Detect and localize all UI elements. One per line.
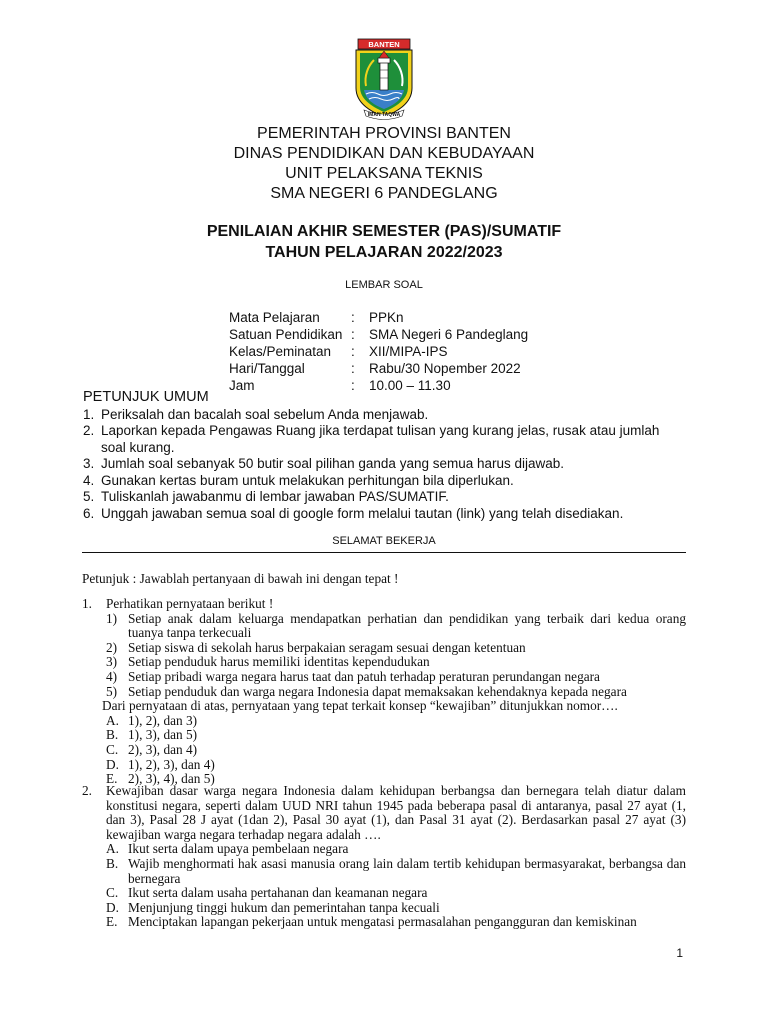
statement-number: 3) bbox=[106, 654, 118, 670]
question-number: 1. bbox=[82, 596, 92, 611]
answer-option bbox=[106, 714, 686, 729]
instruction-number: 2. bbox=[83, 423, 95, 438]
question-stem-text: Perhatikan pernyataan berikut ! bbox=[106, 596, 274, 611]
option-letter: A. bbox=[106, 712, 119, 728]
statement-text: Setiap penduduk harus memiliki identitas kependudukan bbox=[128, 654, 430, 670]
exam-year: TAHUN PELAJARAN 2022/2023 bbox=[265, 244, 503, 261]
info-colon: : bbox=[351, 378, 355, 393]
info-colon: : bbox=[351, 327, 355, 342]
option-letter: D. bbox=[106, 756, 119, 772]
statement-number: 2) bbox=[106, 639, 118, 655]
info-key: Mata Pelajaran bbox=[229, 310, 320, 325]
instruction-number: 6. bbox=[83, 505, 95, 521]
question-stem bbox=[82, 784, 686, 842]
answer-option bbox=[106, 758, 686, 773]
statement-text: Setiap pribadi warga negara harus taat dan patuh terhadap peraturan perundangan negara bbox=[128, 668, 600, 684]
statement-text: Setiap anak dalam keluarga mendapatkan perhatian dan pendidikan yang terbaik dari kedua orang tuanya tanpa terkecuali bbox=[128, 610, 686, 641]
info-row bbox=[229, 343, 528, 360]
option-letter: B. bbox=[106, 855, 119, 871]
info-value: PPKn bbox=[369, 310, 404, 325]
option-text: 1), 3), dan 5) bbox=[128, 727, 198, 743]
statement-text: Setiap penduduk dan warga negara Indonesia dapat memaksakan kehendaknya kepada negara bbox=[128, 683, 627, 699]
instruction-number: 5. bbox=[83, 489, 95, 504]
option-text: Menciptakan lapangan pekerjaan untuk mengatasi permasalahan pengangguran dan kemiskinan bbox=[128, 914, 637, 930]
option-letter: B. bbox=[106, 727, 119, 743]
divider-line bbox=[82, 552, 686, 553]
instruction-number: 4. bbox=[83, 472, 95, 488]
info-value: XII/MIPA-IPS bbox=[369, 344, 448, 359]
info-colon: : bbox=[351, 344, 355, 359]
question-stem bbox=[82, 597, 686, 612]
answer-option bbox=[106, 901, 686, 916]
instruction-text: Laporkan kepada Pengawas Ruang jika terdapat tulisan yang kurang jelas, rusak atau jumlah soal kurang. bbox=[101, 423, 660, 455]
option-list bbox=[82, 842, 686, 930]
option-letter: A. bbox=[106, 841, 119, 857]
option-text: Menjunjung tinggi hukum dan pemerintahan tanpa kecuali bbox=[128, 899, 440, 915]
instruction-text: Unggah jawaban semua soal di google form melalui tautan (link) yang telah disediakan. bbox=[101, 505, 624, 521]
exam-title: PENILAIAN AKHIR SEMESTER (PAS)/SUMATIF bbox=[206, 223, 562, 240]
instructions-heading: PETUNJUK UMUM bbox=[83, 389, 209, 405]
info-key: Satuan Pendidikan bbox=[229, 327, 343, 342]
option-letter: C. bbox=[106, 741, 119, 757]
instruction-text: Periksalah dan bacalah soal sebelum Anda menjawab. bbox=[101, 406, 429, 422]
answer-option bbox=[106, 915, 686, 930]
closing-text: SELAMAT BEKERJA bbox=[332, 535, 436, 547]
answer-option bbox=[106, 886, 686, 901]
info-row bbox=[229, 360, 528, 377]
option-text: 1), 2), dan 3) bbox=[128, 712, 198, 728]
option-list bbox=[82, 714, 686, 787]
statement-list bbox=[82, 612, 686, 700]
info-colon: : bbox=[351, 310, 355, 325]
question-2 bbox=[82, 784, 686, 930]
header-line-3: UNIT PELAKSANA TEKNIS bbox=[285, 165, 483, 182]
statement-item bbox=[106, 655, 686, 670]
statement-text: Setiap siswa di sekolah harus berpakaian seragam sesuai dengan ketentuan bbox=[128, 639, 526, 655]
instruction-text: Jumlah soal sebanyak 50 butir soal pilihan ganda yang semua harus dijawab. bbox=[101, 456, 565, 471]
option-letter: E. bbox=[106, 914, 118, 930]
option-text: Wajib menghormati hak asasi manusia orang lain dalam tertib kehidupan bermasyarakat, berbangsa dan bernegara bbox=[128, 855, 686, 886]
answer-option bbox=[106, 842, 686, 857]
option-letter: C. bbox=[106, 885, 119, 901]
option-text: 2), 3), 4), dan 5) bbox=[128, 771, 215, 787]
info-value: SMA Negeri 6 Pandeglang bbox=[369, 327, 529, 342]
info-key: Hari/Tanggal bbox=[229, 361, 305, 376]
info-key: Jam bbox=[229, 378, 255, 393]
sheet-label: LEMBAR SOAL bbox=[345, 279, 423, 291]
option-text: Ikut serta dalam upaya pembelaan negara bbox=[128, 841, 349, 857]
statement-item bbox=[106, 612, 686, 641]
option-text: Ikut serta dalam usaha pertahanan dan keamanan negara bbox=[128, 885, 428, 901]
instruction-item bbox=[83, 456, 683, 473]
instruction-item bbox=[83, 506, 683, 523]
instruction-number: 1. bbox=[83, 406, 95, 422]
option-letter: E. bbox=[106, 771, 118, 787]
svg-text:BANTEN: BANTEN bbox=[368, 40, 400, 49]
statement-item bbox=[106, 641, 686, 656]
statement-item bbox=[106, 685, 686, 700]
general-instructions bbox=[83, 389, 683, 522]
page-number: 1 bbox=[676, 946, 683, 960]
question-number: 2. bbox=[82, 783, 92, 798]
instruction-text: Tuliskanlah jawabanmu di lembar jawaban PAS/SUMATIF. bbox=[101, 489, 449, 504]
instruction-item bbox=[83, 423, 683, 456]
answer-option bbox=[106, 728, 686, 743]
question-prompt: Dari pernyataan di atas, pernyataan yang tepat terkait konsep “kewajiban” ditunjukkan nomor…. bbox=[102, 698, 618, 714]
header-line-4: SMA NEGERI 6 PANDEGLANG bbox=[270, 185, 498, 202]
instruction-number: 3. bbox=[83, 456, 95, 471]
statement-number: 4) bbox=[106, 668, 118, 684]
info-value: Rabu/30 Nopember 2022 bbox=[369, 361, 521, 376]
answer-option bbox=[106, 857, 686, 886]
banten-coat-of-arms-logo bbox=[352, 38, 416, 120]
svg-text:IMAN TAQWA: IMAN TAQWA bbox=[367, 112, 401, 118]
instruction-item bbox=[83, 489, 683, 506]
option-letter: D. bbox=[106, 899, 119, 915]
instruction-text: Gunakan kertas buram untuk melakukan perhitungan bila diperlukan. bbox=[101, 472, 514, 488]
header-line-2: DINAS PENDIDIKAN DAN KEBUDAYAAN bbox=[233, 145, 535, 162]
statement-item bbox=[106, 670, 686, 685]
header-line-1: PEMERINTAH PROVINSI BANTEN bbox=[257, 125, 511, 142]
info-row bbox=[229, 309, 528, 326]
answer-option bbox=[106, 743, 686, 758]
info-key: Kelas/Peminatan bbox=[229, 344, 332, 359]
exam-info-table bbox=[229, 309, 528, 394]
info-colon: : bbox=[351, 361, 355, 376]
info-row bbox=[229, 326, 528, 343]
option-text: 1), 2), 3), dan 4) bbox=[128, 756, 215, 772]
question-stem-text: Kewajiban dasar warga negara Indonesia dalam kehidupan berbangsa dan bernegara telah diatur dalam konstitusi negara, seperti dalam UUD NRI tahun 1945 pada beberapa pasal di antaranya, pasal 27 ayat (1, dan 3), Pasal 28 J ayat (1dan 2), Pasal 30 ayat (1), dan Pasal 31 ayat (2). Berdasarkan pasal 27 ayat (3) kewajiban warga negara terhadap negara adalah …. bbox=[106, 783, 686, 842]
option-text: 2), 3), dan 4) bbox=[128, 741, 198, 757]
statement-number: 1) bbox=[106, 610, 118, 626]
instruction-item bbox=[83, 407, 683, 424]
info-value: 10.00 – 11.30 bbox=[369, 378, 451, 393]
question-intro: Petunjuk : Jawablah pertanyaan di bawah ini dengan tepat ! bbox=[82, 571, 399, 586]
question-1 bbox=[82, 597, 686, 787]
instruction-item bbox=[83, 473, 683, 490]
statement-number: 5) bbox=[106, 683, 118, 699]
